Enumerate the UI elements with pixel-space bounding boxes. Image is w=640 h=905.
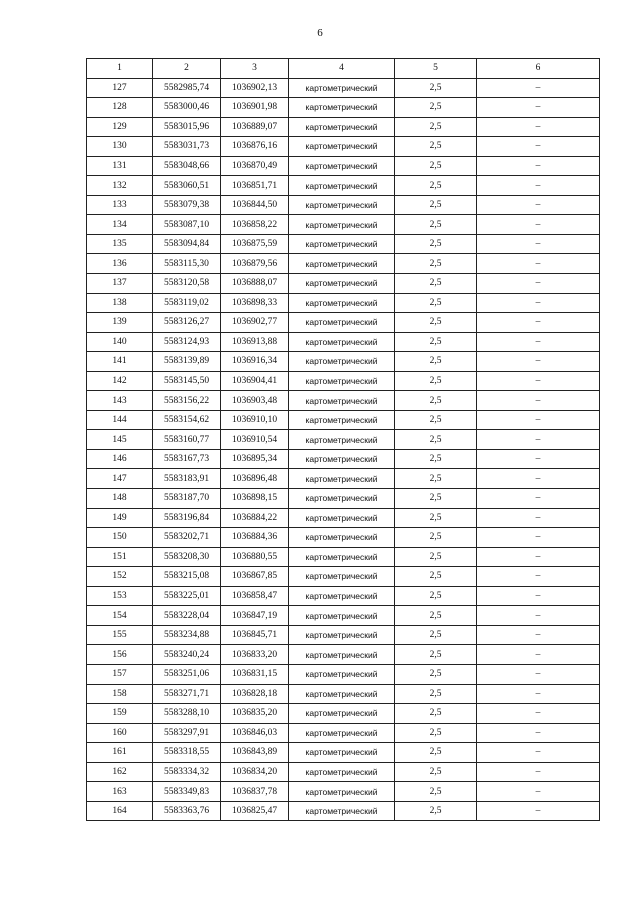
x-coordinate-cell: 5583000,46 [153, 98, 221, 118]
point-number-cell: 162 [87, 762, 153, 782]
table-row [87, 98, 600, 118]
y-coordinate-cell: 1036898,33 [221, 293, 289, 313]
description-cell: – [477, 449, 600, 469]
point-number-cell: 145 [87, 430, 153, 450]
y-coordinate-cell: 1036903,48 [221, 391, 289, 411]
description-cell: – [477, 704, 600, 724]
accuracy-cell: 2,5 [395, 547, 477, 567]
method-cell: картометрический [289, 586, 395, 606]
accuracy-cell: 2,5 [395, 782, 477, 802]
method-cell: картометрический [289, 371, 395, 391]
method-cell: картометрический [289, 98, 395, 118]
description-cell: – [477, 664, 600, 684]
x-coordinate-cell: 5583208,30 [153, 547, 221, 567]
description-cell: – [477, 78, 600, 98]
y-coordinate-cell: 1036916,34 [221, 352, 289, 372]
method-cell: картометрический [289, 469, 395, 489]
point-number-cell: 142 [87, 371, 153, 391]
table-row [87, 664, 600, 684]
method-cell: картометрический [289, 195, 395, 215]
accuracy-cell: 2,5 [395, 117, 477, 137]
point-number-cell: 150 [87, 528, 153, 548]
accuracy-cell: 2,5 [395, 313, 477, 333]
accuracy-cell: 2,5 [395, 137, 477, 157]
description-cell: – [477, 645, 600, 665]
method-cell: картометрический [289, 684, 395, 704]
y-coordinate-cell: 1036834,20 [221, 762, 289, 782]
accuracy-cell: 2,5 [395, 762, 477, 782]
method-cell: картометрический [289, 391, 395, 411]
point-number-cell: 130 [87, 137, 153, 157]
method-cell: картометрический [289, 704, 395, 724]
x-coordinate-cell: 5583119,02 [153, 293, 221, 313]
point-number-cell: 140 [87, 332, 153, 352]
accuracy-cell: 2,5 [395, 254, 477, 274]
point-number-cell: 158 [87, 684, 153, 704]
method-cell: картометрический [289, 156, 395, 176]
x-coordinate-cell: 5583115,30 [153, 254, 221, 274]
description-cell: – [477, 391, 600, 411]
method-cell: картометрический [289, 782, 395, 802]
table-row [87, 782, 600, 802]
description-cell: – [477, 293, 600, 313]
x-coordinate-cell: 5583031,73 [153, 137, 221, 157]
x-coordinate-cell: 5583297,91 [153, 723, 221, 743]
description-cell: – [477, 195, 600, 215]
accuracy-cell: 2,5 [395, 664, 477, 684]
x-coordinate-cell: 5583240,24 [153, 645, 221, 665]
column-header-accuracy: 5 [395, 59, 477, 79]
x-coordinate-cell: 5582985,74 [153, 78, 221, 98]
x-coordinate-cell: 5583156,22 [153, 391, 221, 411]
method-cell: картометрический [289, 743, 395, 763]
column-header-description: 6 [477, 59, 600, 79]
accuracy-cell: 2,5 [395, 352, 477, 372]
description-cell: – [477, 176, 600, 196]
description-cell: – [477, 528, 600, 548]
table-row [87, 391, 600, 411]
x-coordinate-cell: 5583363,76 [153, 801, 221, 821]
point-number-cell: 159 [87, 704, 153, 724]
x-coordinate-cell: 5583288,10 [153, 704, 221, 724]
description-cell: – [477, 332, 600, 352]
x-coordinate-cell: 5583202,71 [153, 528, 221, 548]
accuracy-cell: 2,5 [395, 410, 477, 430]
table-row [87, 215, 600, 235]
method-cell: картометрический [289, 78, 395, 98]
description-cell: – [477, 684, 600, 704]
x-coordinate-cell: 5583060,51 [153, 176, 221, 196]
method-cell: картометрический [289, 215, 395, 235]
accuracy-cell: 2,5 [395, 449, 477, 469]
y-coordinate-cell: 1036888,07 [221, 274, 289, 294]
accuracy-cell: 2,5 [395, 645, 477, 665]
y-coordinate-cell: 1036851,71 [221, 176, 289, 196]
x-coordinate-cell: 5583048,66 [153, 156, 221, 176]
point-number-cell: 138 [87, 293, 153, 313]
point-number-cell: 155 [87, 625, 153, 645]
x-coordinate-cell: 5583015,96 [153, 117, 221, 137]
point-number-cell: 152 [87, 567, 153, 587]
y-coordinate-cell: 1036902,13 [221, 78, 289, 98]
x-coordinate-cell: 5583124,93 [153, 332, 221, 352]
y-coordinate-cell: 1036875,59 [221, 234, 289, 254]
y-coordinate-cell: 1036835,20 [221, 704, 289, 724]
table-row [87, 410, 600, 430]
accuracy-cell: 2,5 [395, 98, 477, 118]
table-row [87, 547, 600, 567]
description-cell: – [477, 137, 600, 157]
y-coordinate-cell: 1036889,07 [221, 117, 289, 137]
point-number-cell: 163 [87, 782, 153, 802]
table-row [87, 137, 600, 157]
method-cell: картометрический [289, 723, 395, 743]
table-row [87, 313, 600, 333]
point-number-cell: 137 [87, 274, 153, 294]
accuracy-cell: 2,5 [395, 176, 477, 196]
column-header-y: 3 [221, 59, 289, 79]
x-coordinate-cell: 5583087,10 [153, 215, 221, 235]
method-cell: картометрический [289, 762, 395, 782]
column-header-point-number: 1 [87, 59, 153, 79]
description-cell: – [477, 547, 600, 567]
point-number-cell: 157 [87, 664, 153, 684]
accuracy-cell: 2,5 [395, 801, 477, 821]
x-coordinate-cell: 5583094,84 [153, 234, 221, 254]
method-cell: картометрический [289, 293, 395, 313]
description-cell: – [477, 489, 600, 509]
accuracy-cell: 2,5 [395, 215, 477, 235]
description-cell: – [477, 410, 600, 430]
coordinates-table-body [87, 59, 600, 821]
page-number: 6 [317, 27, 323, 39]
y-coordinate-cell: 1036904,41 [221, 371, 289, 391]
table-row [87, 156, 600, 176]
point-number-cell: 131 [87, 156, 153, 176]
accuracy-cell: 2,5 [395, 528, 477, 548]
table-row [87, 723, 600, 743]
x-coordinate-cell: 5583145,50 [153, 371, 221, 391]
description-cell: – [477, 98, 600, 118]
column-header-x: 2 [153, 59, 221, 79]
point-number-cell: 135 [87, 234, 153, 254]
method-cell: картометрический [289, 508, 395, 528]
x-coordinate-cell: 5583251,06 [153, 664, 221, 684]
description-cell: – [477, 606, 600, 626]
method-cell: картометрический [289, 254, 395, 274]
y-coordinate-cell: 1036845,71 [221, 625, 289, 645]
table-row [87, 117, 600, 137]
table-row [87, 371, 600, 391]
point-number-cell: 153 [87, 586, 153, 606]
table-row [87, 332, 600, 352]
description-cell: – [477, 625, 600, 645]
table-row [87, 195, 600, 215]
table-header-row [87, 59, 600, 79]
table-row [87, 234, 600, 254]
accuracy-cell: 2,5 [395, 625, 477, 645]
method-cell: картометрический [289, 528, 395, 548]
y-coordinate-cell: 1036846,03 [221, 723, 289, 743]
point-number-cell: 161 [87, 743, 153, 763]
accuracy-cell: 2,5 [395, 704, 477, 724]
description-cell: – [477, 156, 600, 176]
accuracy-cell: 2,5 [395, 586, 477, 606]
method-cell: картометрический [289, 489, 395, 509]
table-row [87, 489, 600, 509]
description-cell: – [477, 234, 600, 254]
coordinates-table [86, 58, 600, 821]
x-coordinate-cell: 5583318,55 [153, 743, 221, 763]
description-cell: – [477, 430, 600, 450]
y-coordinate-cell: 1036828,18 [221, 684, 289, 704]
point-number-cell: 149 [87, 508, 153, 528]
point-number-cell: 148 [87, 489, 153, 509]
description-cell: – [477, 469, 600, 489]
point-number-cell: 146 [87, 449, 153, 469]
table-row [87, 528, 600, 548]
table-row [87, 684, 600, 704]
point-number-cell: 136 [87, 254, 153, 274]
x-coordinate-cell: 5583234,88 [153, 625, 221, 645]
description-cell: – [477, 723, 600, 743]
x-coordinate-cell: 5583196,84 [153, 508, 221, 528]
y-coordinate-cell: 1036833,20 [221, 645, 289, 665]
point-number-cell: 128 [87, 98, 153, 118]
accuracy-cell: 2,5 [395, 723, 477, 743]
method-cell: картометрический [289, 547, 395, 567]
x-coordinate-cell: 5583215,08 [153, 567, 221, 587]
y-coordinate-cell: 1036825,47 [221, 801, 289, 821]
description-cell: – [477, 215, 600, 235]
point-number-cell: 132 [87, 176, 153, 196]
table-row [87, 293, 600, 313]
y-coordinate-cell: 1036858,47 [221, 586, 289, 606]
y-coordinate-cell: 1036879,56 [221, 254, 289, 274]
description-cell: – [477, 567, 600, 587]
accuracy-cell: 2,5 [395, 78, 477, 98]
x-coordinate-cell: 5583167,73 [153, 449, 221, 469]
y-coordinate-cell: 1036858,22 [221, 215, 289, 235]
x-coordinate-cell: 5583349,83 [153, 782, 221, 802]
x-coordinate-cell: 5583271,71 [153, 684, 221, 704]
description-cell: – [477, 274, 600, 294]
description-cell: – [477, 254, 600, 274]
x-coordinate-cell: 5583079,38 [153, 195, 221, 215]
accuracy-cell: 2,5 [395, 430, 477, 450]
y-coordinate-cell: 1036910,10 [221, 410, 289, 430]
table-row [87, 430, 600, 450]
point-number-cell: 129 [87, 117, 153, 137]
y-coordinate-cell: 1036831,15 [221, 664, 289, 684]
method-cell: картометрический [289, 801, 395, 821]
x-coordinate-cell: 5583228,04 [153, 606, 221, 626]
point-number-cell: 160 [87, 723, 153, 743]
description-cell: – [477, 352, 600, 372]
table-row [87, 274, 600, 294]
description-cell: – [477, 313, 600, 333]
method-cell: картометрический [289, 117, 395, 137]
point-number-cell: 144 [87, 410, 153, 430]
table-row [87, 449, 600, 469]
point-number-cell: 156 [87, 645, 153, 665]
point-number-cell: 139 [87, 313, 153, 333]
method-cell: картометрический [289, 352, 395, 372]
method-cell: картометрический [289, 625, 395, 645]
point-number-cell: 133 [87, 195, 153, 215]
accuracy-cell: 2,5 [395, 234, 477, 254]
point-number-cell: 141 [87, 352, 153, 372]
table-row [87, 469, 600, 489]
method-cell: картометрический [289, 567, 395, 587]
table-row [87, 625, 600, 645]
method-cell: картометрический [289, 410, 395, 430]
x-coordinate-cell: 5583139,89 [153, 352, 221, 372]
x-coordinate-cell: 5583334,32 [153, 762, 221, 782]
table-row [87, 78, 600, 98]
y-coordinate-cell: 1036847,19 [221, 606, 289, 626]
point-number-cell: 151 [87, 547, 153, 567]
description-cell: – [477, 801, 600, 821]
accuracy-cell: 2,5 [395, 195, 477, 215]
y-coordinate-cell: 1036902,77 [221, 313, 289, 333]
table-row [87, 762, 600, 782]
table-row [87, 176, 600, 196]
y-coordinate-cell: 1036843,89 [221, 743, 289, 763]
accuracy-cell: 2,5 [395, 371, 477, 391]
point-number-cell: 164 [87, 801, 153, 821]
accuracy-cell: 2,5 [395, 332, 477, 352]
y-coordinate-cell: 1036884,22 [221, 508, 289, 528]
method-cell: картометрический [289, 664, 395, 684]
table-row [87, 254, 600, 274]
table-row [87, 567, 600, 587]
x-coordinate-cell: 5583225,01 [153, 586, 221, 606]
accuracy-cell: 2,5 [395, 489, 477, 509]
description-cell: – [477, 743, 600, 763]
point-number-cell: 143 [87, 391, 153, 411]
description-cell: – [477, 586, 600, 606]
x-coordinate-cell: 5583160,77 [153, 430, 221, 450]
column-header-method: 4 [289, 59, 395, 79]
y-coordinate-cell: 1036898,15 [221, 489, 289, 509]
method-cell: картометрический [289, 234, 395, 254]
description-cell: – [477, 117, 600, 137]
method-cell: картометрический [289, 430, 395, 450]
x-coordinate-cell: 5583187,70 [153, 489, 221, 509]
accuracy-cell: 2,5 [395, 391, 477, 411]
accuracy-cell: 2,5 [395, 274, 477, 294]
table-row [87, 645, 600, 665]
point-number-cell: 134 [87, 215, 153, 235]
y-coordinate-cell: 1036844,50 [221, 195, 289, 215]
x-coordinate-cell: 5583183,91 [153, 469, 221, 489]
description-cell: – [477, 371, 600, 391]
point-number-cell: 127 [87, 78, 153, 98]
table-row [87, 606, 600, 626]
y-coordinate-cell: 1036837,78 [221, 782, 289, 802]
x-coordinate-cell: 5583120,58 [153, 274, 221, 294]
y-coordinate-cell: 1036896,48 [221, 469, 289, 489]
table-row [87, 352, 600, 372]
y-coordinate-cell: 1036913,88 [221, 332, 289, 352]
y-coordinate-cell: 1036895,34 [221, 449, 289, 469]
y-coordinate-cell: 1036870,49 [221, 156, 289, 176]
description-cell: – [477, 762, 600, 782]
y-coordinate-cell: 1036901,98 [221, 98, 289, 118]
x-coordinate-cell: 5583126,27 [153, 313, 221, 333]
accuracy-cell: 2,5 [395, 469, 477, 489]
method-cell: картометрический [289, 274, 395, 294]
y-coordinate-cell: 1036884,36 [221, 528, 289, 548]
method-cell: картометрический [289, 645, 395, 665]
method-cell: картометрический [289, 176, 395, 196]
y-coordinate-cell: 1036867,85 [221, 567, 289, 587]
table-row [87, 508, 600, 528]
table-row [87, 586, 600, 606]
y-coordinate-cell: 1036880,55 [221, 547, 289, 567]
y-coordinate-cell: 1036910,54 [221, 430, 289, 450]
accuracy-cell: 2,5 [395, 156, 477, 176]
accuracy-cell: 2,5 [395, 743, 477, 763]
description-cell: – [477, 508, 600, 528]
table-row [87, 801, 600, 821]
y-coordinate-cell: 1036876,16 [221, 137, 289, 157]
accuracy-cell: 2,5 [395, 684, 477, 704]
point-number-cell: 154 [87, 606, 153, 626]
method-cell: картометрический [289, 332, 395, 352]
table-row [87, 704, 600, 724]
table-row [87, 743, 600, 763]
accuracy-cell: 2,5 [395, 293, 477, 313]
method-cell: картометрический [289, 606, 395, 626]
method-cell: картометрический [289, 313, 395, 333]
point-number-cell: 147 [87, 469, 153, 489]
accuracy-cell: 2,5 [395, 606, 477, 626]
method-cell: картометрический [289, 449, 395, 469]
method-cell: картометрический [289, 137, 395, 157]
accuracy-cell: 2,5 [395, 567, 477, 587]
description-cell: – [477, 782, 600, 802]
x-coordinate-cell: 5583154,62 [153, 410, 221, 430]
accuracy-cell: 2,5 [395, 508, 477, 528]
